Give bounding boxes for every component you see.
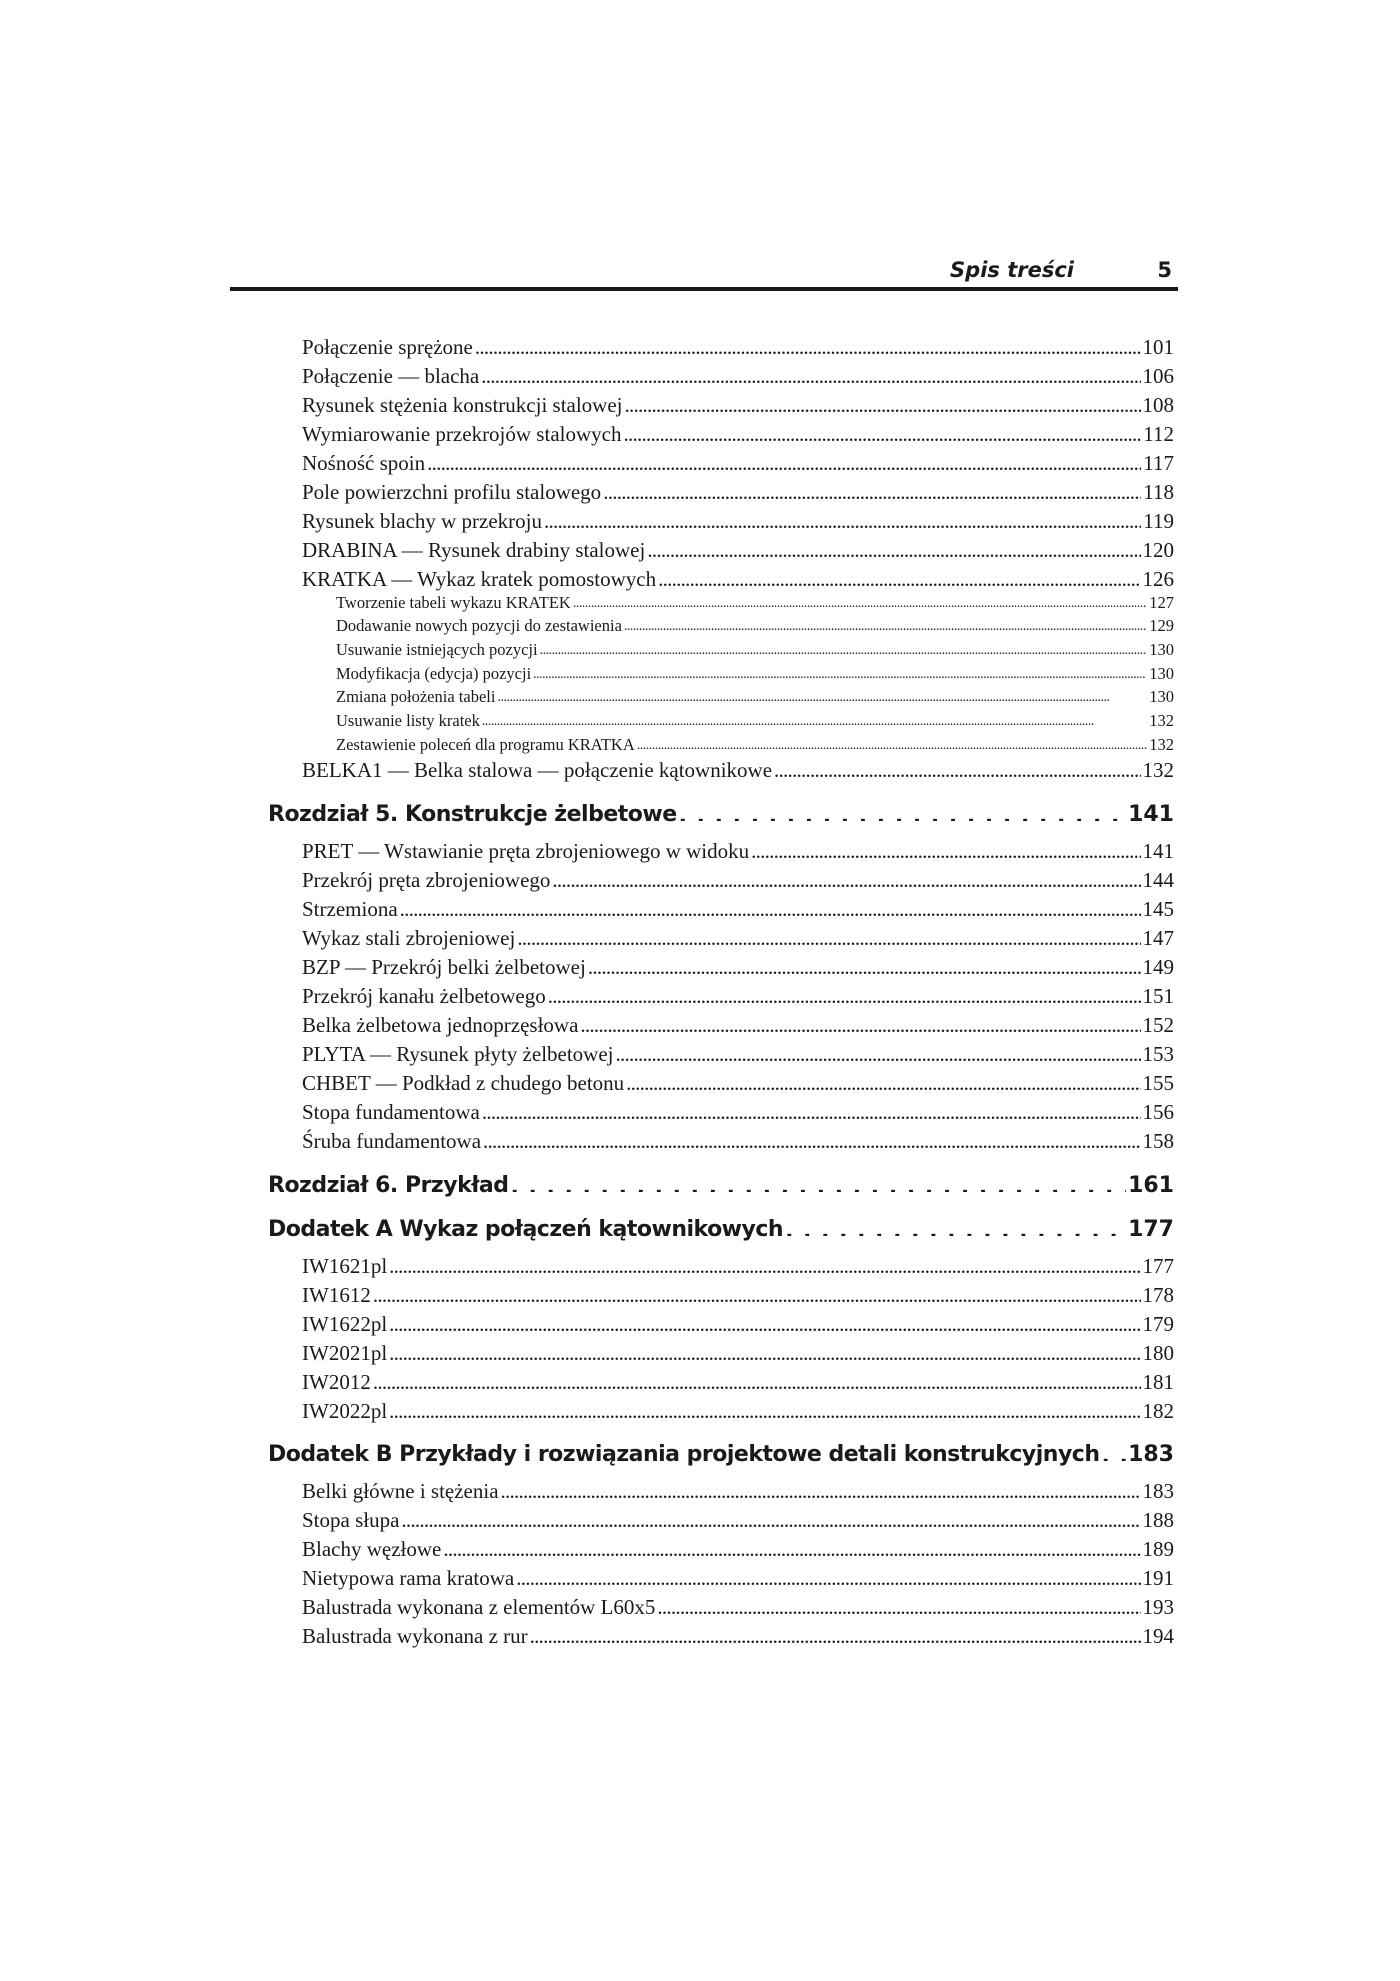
toc-entry-title: Modyfikacja (edycja) pozycji	[336, 664, 532, 683]
toc-entry-title: Dodatek B Przykłady i rozwiązania projektowe detali konstrukcyjnych	[268, 1442, 1100, 1467]
toc-dot-leader	[580, 1011, 1140, 1032]
toc-section-entry[interactable]	[302, 1098, 1174, 1126]
toc-entry-title: Balustrada wykonana z elementów L60x5	[302, 1595, 656, 1619]
toc-section-entry[interactable]	[302, 1535, 1174, 1563]
toc-dot-leader	[623, 420, 1141, 441]
toc-dot-leader	[510, 1170, 1126, 1192]
toc-section-entry[interactable]	[302, 1310, 1174, 1338]
toc-dot-leader	[389, 1339, 1140, 1360]
toc-section-entry[interactable]	[302, 924, 1174, 952]
toc-entry-page: 119	[1143, 509, 1174, 533]
toc-dot-leader	[588, 953, 1141, 974]
toc-entry-page: 127	[1149, 593, 1174, 612]
toc-entry-title: IW2022pl	[302, 1399, 388, 1423]
toc-entry-title: Strzemiona	[302, 897, 398, 921]
toc-entry-page: 151	[1142, 984, 1174, 1008]
toc-entry-page: 155	[1142, 1071, 1174, 1095]
toc-entry-title: Tworzenie tabeli wykazu KRATEK	[336, 593, 571, 612]
toc-entry-page: 153	[1142, 1042, 1174, 1066]
toc-entry-title: Połączenie — blacha	[302, 364, 480, 388]
toc-entry-page: 130	[1149, 664, 1174, 683]
toc-entry-page: 161	[1128, 1173, 1174, 1198]
toc-entry-page: 141	[1128, 802, 1174, 827]
toc-dot-leader	[373, 1368, 1141, 1389]
toc-entry-page: 144	[1142, 868, 1174, 892]
toc-chapter-entry[interactable]	[268, 1168, 1174, 1204]
toc-dot-leader	[400, 895, 1141, 916]
toc-dot-leader	[774, 756, 1140, 777]
toc-dot-leader	[482, 1098, 1141, 1119]
toc-dot-leader	[497, 686, 1147, 703]
toc-entry-page: 126	[1142, 567, 1174, 591]
toc-entry-page: 180	[1142, 1341, 1174, 1365]
toc-subsection-entry[interactable]	[336, 638, 1174, 662]
toc-entry-title: Nietypowa rama kratowa	[302, 1566, 515, 1590]
toc-entry-page: 177	[1128, 1217, 1174, 1242]
toc-entry-title: IW1622pl	[302, 1312, 388, 1336]
toc-entry-title: Połączenie sprężone	[302, 335, 473, 359]
toc-dot-leader	[475, 333, 1141, 354]
toc-subsection-entry[interactable]	[336, 685, 1174, 709]
toc-section-entry[interactable]	[302, 478, 1174, 506]
toc-dot-leader	[616, 1040, 1141, 1061]
toc-section-entry[interactable]	[302, 1069, 1174, 1097]
toc-entry-page: 130	[1149, 687, 1174, 706]
toc-entry-title: CHBET — Podkład z chudego betonu	[302, 1071, 625, 1095]
page-number: 5	[1157, 258, 1172, 282]
toc-dot-leader	[443, 1535, 1140, 1556]
toc-entry-title: Stopa słupa	[302, 1508, 400, 1532]
toc-entry-page: 106	[1142, 364, 1174, 388]
toc-entry-title: Usuwanie listy kratek	[336, 711, 480, 730]
toc-section-entry[interactable]	[302, 1127, 1174, 1155]
toc-dot-leader	[481, 362, 1140, 383]
toc-entry-page: 188	[1142, 1508, 1174, 1532]
toc-dot-leader	[751, 837, 1140, 858]
toc-dot-leader	[625, 391, 1141, 412]
toc-entry-page: 141	[1142, 839, 1174, 863]
toc-entry-page: 129	[1149, 616, 1174, 635]
toc-section-entry[interactable]	[302, 1252, 1174, 1280]
toc-section-entry[interactable]	[302, 1622, 1174, 1650]
toc-dot-leader	[679, 799, 1126, 821]
toc-entry-page: 101	[1142, 335, 1174, 359]
toc-section-entry[interactable]	[302, 565, 1174, 593]
toc-entry-title: Wykaz stali zbrojeniowej	[302, 926, 516, 950]
toc-entry-page: 112	[1143, 422, 1174, 446]
toc-section-entry[interactable]	[302, 866, 1174, 894]
toc-entry-page: 108	[1142, 393, 1174, 417]
toc-entry-title: PLYTA — Rysunek płyty żelbetowej	[302, 1042, 614, 1066]
running-header	[230, 258, 1178, 288]
toc-dot-leader	[427, 449, 1141, 470]
toc-section-entry[interactable]	[302, 391, 1174, 419]
toc-entry-page: 181	[1142, 1370, 1174, 1394]
toc-entry-title: IW1621pl	[302, 1254, 388, 1278]
toc-entry-page: 183	[1142, 1479, 1174, 1503]
toc-entry-title: Rozdział 6. Przykład	[268, 1173, 509, 1198]
toc-entry-title: Zestawienie poleceń dla programu KRATKA	[336, 735, 635, 754]
toc-entry-page: 132	[1149, 711, 1174, 730]
toc-dot-leader	[637, 734, 1148, 751]
toc-dot-leader	[603, 478, 1141, 499]
toc-section-entry[interactable]	[302, 507, 1174, 535]
toc-subsection-entry[interactable]	[336, 614, 1174, 638]
toc-subsection-entry[interactable]	[336, 662, 1174, 686]
toc-dot-leader	[544, 507, 1141, 528]
toc-section-entry[interactable]	[302, 953, 1174, 981]
toc-entry-page: 132	[1142, 758, 1174, 782]
toc-entry-page: 193	[1142, 1595, 1174, 1619]
toc-dot-leader	[517, 924, 1140, 945]
toc-section-entry[interactable]	[302, 1506, 1174, 1534]
toc-entry-page: 179	[1142, 1312, 1174, 1336]
toc-entry-title: Usuwanie istniejących pozycji	[336, 640, 538, 659]
toc-entry-page: 147	[1142, 926, 1174, 950]
toc-entry-page: 152	[1142, 1013, 1174, 1037]
toc-subsection-entry[interactable]	[336, 591, 1174, 615]
toc-entry-title: Belka żelbetowa jednoprzęsłowa	[302, 1013, 579, 1037]
toc-dot-leader	[389, 1397, 1140, 1418]
toc-dot-leader	[501, 1477, 1141, 1498]
toc-entry-title: Dodawanie nowych pozycji do zestawienia	[336, 616, 622, 635]
toc-section-entry[interactable]	[302, 536, 1174, 564]
toc-chapter-entry[interactable]	[268, 1437, 1174, 1473]
toc-entry-title: BELKA1 — Belka stalowa — połączenie kątownikowe	[302, 758, 773, 782]
toc-dot-leader	[1101, 1439, 1126, 1461]
toc-dot-leader	[573, 592, 1147, 609]
toc-dot-leader	[785, 1214, 1126, 1236]
toc-section-entry[interactable]	[302, 1011, 1174, 1039]
toc-entry-page: 158	[1142, 1129, 1174, 1153]
toc-entry-title: IW2012	[302, 1370, 371, 1394]
toc-dot-leader	[647, 536, 1140, 557]
toc-subsection-entry[interactable]	[336, 733, 1174, 757]
toc-dot-leader	[483, 1127, 1140, 1148]
toc-entry-title: Przekrój pręta zbrojeniowego	[302, 868, 551, 892]
toc-entry-title: Śruba fundamentowa	[302, 1129, 482, 1153]
toc-section-entry[interactable]	[302, 1564, 1174, 1592]
toc-entry-page: 117	[1143, 451, 1174, 475]
toc-entry-title: Blachy węzłowe	[302, 1537, 442, 1561]
toc-chapter-entry[interactable]	[268, 1212, 1174, 1248]
toc-entry-page: 183	[1128, 1442, 1174, 1467]
toc-section-entry[interactable]	[302, 449, 1174, 477]
toc-entry-title: IW2021pl	[302, 1341, 388, 1365]
toc-entry-title: PRET — Wstawianie pręta zbrojeniowego w widoku	[302, 839, 750, 863]
toc-subsection-entry[interactable]	[336, 709, 1174, 733]
toc-entry-title: Rysunek stężenia konstrukcji stalowej	[302, 393, 623, 417]
toc-entry-title: Przekrój kanału żelbetowego	[302, 984, 546, 1008]
toc-dot-leader	[548, 982, 1141, 1003]
toc-section-entry[interactable]	[302, 1368, 1174, 1396]
toc-entry-page: 156	[1142, 1100, 1174, 1124]
toc-section-entry[interactable]	[302, 420, 1174, 448]
toc-dot-leader	[530, 1622, 1141, 1643]
toc-section-entry[interactable]	[302, 982, 1174, 1010]
toc-entry-title: Zmiana położenia tabeli	[336, 687, 496, 706]
toc-entry-page: 132	[1149, 735, 1174, 754]
toc-dot-leader	[624, 615, 1147, 632]
toc-entry-page: 189	[1142, 1537, 1174, 1561]
toc-entry-title: Stopa fundamentowa	[302, 1100, 480, 1124]
toc-section-entry[interactable]	[302, 837, 1174, 865]
toc-entry-page: 182	[1142, 1399, 1174, 1423]
toc-chapter-entry[interactable]	[268, 797, 1174, 833]
toc-dot-leader	[482, 710, 1147, 727]
toc-entry-title: Belki główne i stężenia	[302, 1479, 499, 1503]
toc-entry-title: KRATKA — Wykaz kratek pomostowych	[302, 567, 657, 591]
toc-section-entry[interactable]	[302, 1281, 1174, 1309]
toc-entry-page: 191	[1142, 1566, 1174, 1590]
toc-entry-page: 178	[1142, 1283, 1174, 1307]
toc-entry-page: 177	[1142, 1254, 1174, 1278]
toc-dot-leader	[533, 663, 1147, 680]
toc-entry-title: Pole powierzchni profilu stalowego	[302, 480, 602, 504]
toc-entry-page: 120	[1142, 538, 1174, 562]
toc-entry-title: Balustrada wykonana z rur	[302, 1624, 528, 1648]
toc-dot-leader	[516, 1564, 1140, 1585]
toc-entry-title: IW1612	[302, 1283, 371, 1307]
toc-entry-title: Dodatek A Wykaz połączeń kątownikowych	[268, 1217, 784, 1242]
toc-dot-leader	[373, 1281, 1141, 1302]
toc-entry-title: BZP — Przekrój belki żelbetowej	[302, 955, 586, 979]
toc-dot-leader	[389, 1252, 1140, 1273]
toc-dot-leader	[552, 866, 1140, 887]
running-header-title: Spis treści	[950, 258, 1074, 282]
toc-section-entry[interactable]	[302, 362, 1174, 390]
toc-entry-title: DRABINA — Rysunek drabiny stalowej	[302, 538, 646, 562]
toc-section-entry[interactable]	[302, 756, 1174, 784]
toc-section-entry[interactable]	[302, 333, 1174, 361]
toc-entry-page: 149	[1142, 955, 1174, 979]
toc-section-entry[interactable]	[302, 1593, 1174, 1621]
toc-entry-page: 130	[1149, 640, 1174, 659]
toc-entry-page: 194	[1142, 1624, 1174, 1648]
header-rule	[230, 287, 1178, 291]
toc-section-entry[interactable]	[302, 1040, 1174, 1068]
toc-entry-page: 118	[1143, 480, 1174, 504]
toc-section-entry[interactable]	[302, 895, 1174, 923]
toc-dot-leader	[626, 1069, 1140, 1090]
toc-section-entry[interactable]	[302, 1397, 1174, 1425]
toc-section-entry[interactable]	[302, 1339, 1174, 1367]
toc-dot-leader	[657, 1593, 1140, 1614]
toc-dot-leader	[389, 1310, 1140, 1331]
toc-entry-title: Wymiarowanie przekrojów stalowych	[302, 422, 622, 446]
toc-dot-leader	[658, 565, 1140, 586]
toc-entry-title: Rysunek blachy w przekroju	[302, 509, 543, 533]
toc-dot-leader	[540, 639, 1148, 656]
toc-dot-leader	[401, 1506, 1140, 1527]
toc-entry-title: Rozdział 5. Konstrukcje żelbetowe	[268, 802, 677, 827]
toc-section-entry[interactable]	[302, 1477, 1174, 1505]
toc-entry-title: Nośność spoin	[302, 451, 426, 475]
toc-entry-page: 145	[1142, 897, 1174, 921]
